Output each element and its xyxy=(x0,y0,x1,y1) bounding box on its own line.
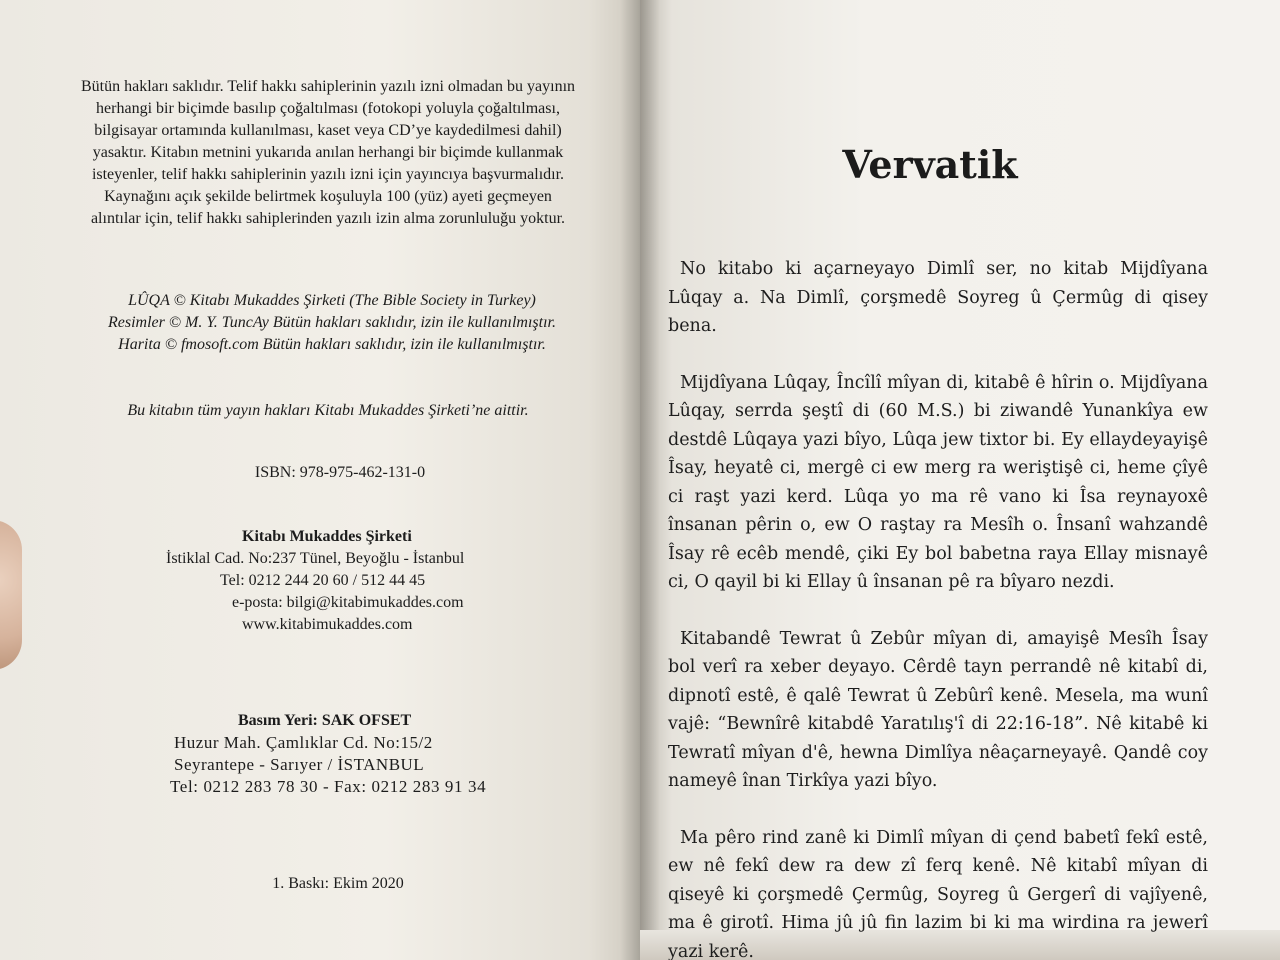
publisher-name: Kitabı Mukaddes Şirketi xyxy=(242,528,412,545)
credit-line: Resimler © M. Y. TuncAy Bütün hakları saklıdır, izin ile kullanılmıştır. xyxy=(107,314,556,331)
paragraph: No kitabo ki açarneyayo Dimlî ser, no kitab Mijdîyana Lûqay a. Na Dimlî, çorşmedê Soyreg û Çermûg di qisey bena. xyxy=(668,259,1208,336)
paragraph: Kitabandê Tewrat û Zebûr mîyan di, amayişê Mesîh Îsay bol verî ra xeber deyayo. Cêrdê tayn perrandê nê kitabî di, dipnotî estê, ê qalê Tewrat û Zebûrî kenê. Mesela, ma wunî vajê: “Bewnîrê kitabdê Yaratılış'î di 22:16-18”. Nê kitabê ki Tewratî mîyan d'ê, hewna Dimlîya nêaçarneyayê. Qandê coy nameyê înan Tirkîya yazi bîyo. xyxy=(668,628,1208,791)
printer-name: Basım Yeri: SAK OFSET xyxy=(238,712,412,729)
image-credits xyxy=(62,290,602,356)
publisher-phone: Tel: 0212 244 20 60 / 512 44 45 xyxy=(220,572,426,589)
edition xyxy=(188,873,488,895)
copyright-line: isteyenler, telif hakkı sahiplerinin yazılı izni için yayıncıya başvurmalıdır. xyxy=(91,166,565,183)
printer-address-2: Seyrantepe - Sarıyer / İSTANBUL xyxy=(174,755,425,774)
preface-text xyxy=(668,255,1208,960)
isbn-text: ISBN: 978-975-462-131-0 xyxy=(254,464,426,481)
printer-address-1: Huzur Mah. Çamlıklar Cd. No:15/2 xyxy=(174,733,433,752)
publisher-info xyxy=(152,526,512,636)
publisher-email: e-posta: bilgi@kitabimukaddes.com xyxy=(232,594,464,611)
book-gutter xyxy=(620,0,660,960)
rights-note xyxy=(58,400,598,422)
publisher-address: İstiklal Cad. No:237 Tünel, Beyoğlu - İstanbul xyxy=(166,550,465,567)
credit-line: Harita © fmosoft.com Bütün hakları saklıdır, izin ile kullanılmıştır. xyxy=(118,336,546,353)
paragraph: Mijdîyana Lûqay, Încîlî mîyan di, kitabê ê hîrin o. Mijdîyana Lûqay, serrda şeştî di (60 M.S.) bi ziwandê Yunankîya ew destdê Lûqaya yazi bîyo, Lûqa jew tixtor bi. Ey ellaydeyayişê Îsay, heyatê ci, mergê ci ew merg ra weriştişê ci, heme çîyê ci raşt yazi kerd. Lûqa yo ma rê vano ki Îsa reynayoxê însanan pêrin o, ew O raştay ra Mesîh o. Însanî wahzandê Îsay rê ecêb mendê, çiki Ey bol babetna raya Ellay misnayê ci, O qayil bi ki Ellay û însanan pê ra bîyaro nezdi. xyxy=(668,372,1208,592)
paragraph: Ma pêro rind zanê ki Dimlî mîyan di çend babetî fekî estê, ew nê fekî dew ra dew zî ferq kenê. Nê kitabî mîyan di qiseyê ki çorşmedê Çermûg, Soyreg û Gergerî di vajîyenê, ma ê girotî. Hima jû jû fin lazim bi ki ma wirdina ra jewerî yazi kerê. xyxy=(668,827,1208,960)
edition-text: 1. Baskı: Ekim 2020 xyxy=(272,875,404,892)
copyright-line: bilgisayar ortamında kullanılması, kaset veya CD’ye kaydedilmesi dahil) xyxy=(94,122,562,139)
copyright-line: Bütün hakları saklıdır. Telif hakkı sahiplerinin yazılı izni olmadan bu yayının xyxy=(80,78,576,95)
copyright-line: yasaktır. Kitabın metnini yukarıda anılan herhangi bir biçimde kullanmak xyxy=(92,144,564,161)
credit-line: LÛQA © Kitabı Mukaddes Şirketi (The Bible Society in Turkey) xyxy=(128,292,536,309)
page-title: Vervatik xyxy=(842,142,1018,187)
copyright-notice xyxy=(48,76,608,230)
printer-phone: Tel: 0212 283 78 30 - Fax: 0212 283 91 34 xyxy=(170,777,487,796)
copyright-line: Kaynağını açık şekilde belirtmek koşuluyla 100 (yüz) ayeti geçmeyen xyxy=(104,188,552,205)
copyright-line: herhangi bir biçimde basılıp çoğaltılması (fotokopi yoluyla çoğaltılması, xyxy=(96,100,560,117)
publisher-website: www.kitabimukaddes.com xyxy=(242,616,413,633)
printer-info xyxy=(166,710,546,798)
thumb xyxy=(0,520,22,670)
copyright-line: alıntılar için, telif hakkı sahiplerinden yazılı izin alma zorunluluğu yoktur. xyxy=(90,210,566,227)
isbn xyxy=(140,462,540,484)
rights-note-text: Bu kitabın tüm yayın hakları Kitabı Mukaddes Şirketi’ne aittir. xyxy=(127,402,529,419)
